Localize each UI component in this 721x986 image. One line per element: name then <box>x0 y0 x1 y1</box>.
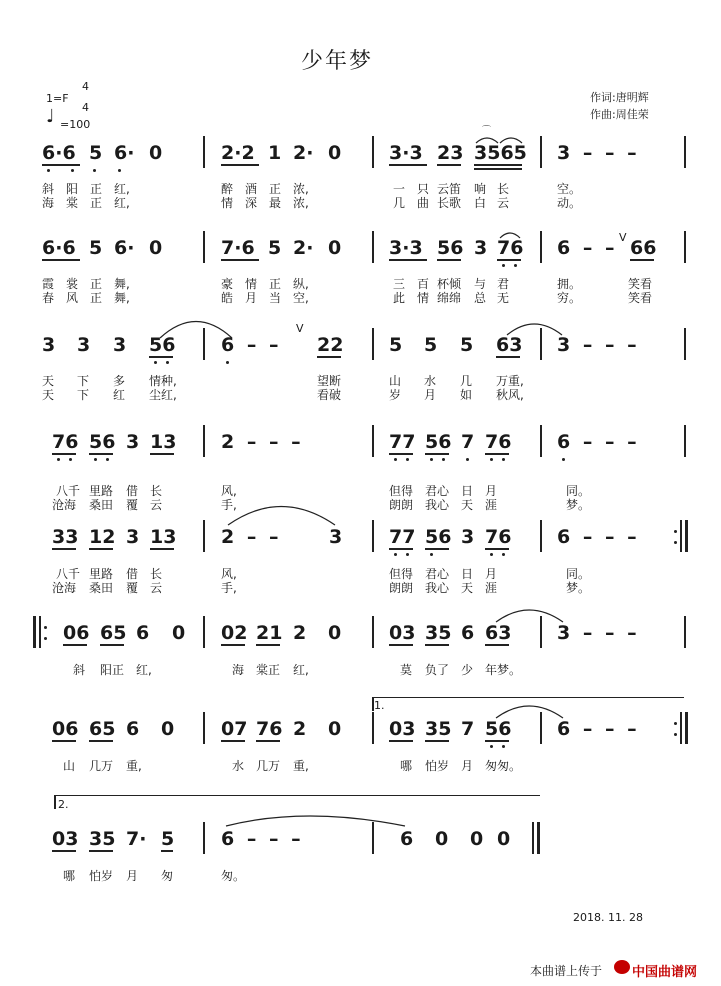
note-group: 5 <box>389 334 403 356</box>
note-group: 76 <box>485 431 512 453</box>
note-group: 7 <box>461 718 475 740</box>
lyric: 哪 <box>400 759 413 773</box>
lyric: 哪 <box>63 869 76 883</box>
lyric: 无 <box>497 291 510 305</box>
lyric: 梦。 <box>566 581 591 595</box>
note-group: 3 <box>42 334 56 356</box>
note-group: 6 – – – <box>557 431 640 453</box>
note-group: 03 <box>52 828 79 850</box>
slur <box>500 138 522 143</box>
lyric: 正 <box>269 182 282 196</box>
lyric: 红 <box>113 388 126 402</box>
lyric: 覆 <box>126 498 139 512</box>
lyric: 长 <box>497 182 510 196</box>
lyric: 朗朗 <box>389 498 414 512</box>
volta-1-label: 1. <box>374 699 385 712</box>
lyric: 拥。 <box>557 277 582 291</box>
lyric: 与 <box>474 277 487 291</box>
slur <box>507 324 562 335</box>
lyric: 云 <box>497 196 510 210</box>
note-group: 0 <box>328 622 342 644</box>
lyric: 长 <box>150 484 163 498</box>
lyric: 斜 <box>42 182 55 196</box>
lyric: 舞, <box>114 291 130 305</box>
lyric: 同。 <box>566 484 591 498</box>
lyric: 春 <box>42 291 55 305</box>
note-group: 7 <box>461 431 475 453</box>
note-group: 13 <box>150 431 177 453</box>
note-group: 66 <box>630 237 657 259</box>
lyric: 年梦。 <box>485 663 522 677</box>
note-group: 2 <box>293 622 307 644</box>
lyric: 情 <box>245 277 258 291</box>
lyric: 覆 <box>126 581 139 595</box>
note-group: 6· <box>114 237 135 259</box>
note-group: 3 <box>77 334 91 356</box>
note-group: 3 <box>329 526 343 548</box>
lyric: 里路 <box>89 484 114 498</box>
note-group: 7·6 <box>221 237 255 259</box>
lyric: 浓, <box>293 196 309 210</box>
lyric: 里路 <box>89 567 114 581</box>
note-group: 0 <box>328 142 342 164</box>
lyric: 响 <box>474 182 487 196</box>
note-group: 0 <box>149 142 163 164</box>
lyric: 月 <box>485 484 498 498</box>
lyricist-credit: 作词:唐明辉 <box>590 91 649 104</box>
note-group: 23 <box>437 142 464 164</box>
note-group: 3 <box>126 526 140 548</box>
lyric: 借 <box>126 567 139 581</box>
note-group: 5 <box>268 237 282 259</box>
lyric: 裳 <box>66 277 79 291</box>
slur <box>228 507 335 526</box>
slur <box>496 706 563 718</box>
lyric: 下 <box>77 388 90 402</box>
lyric: 正 <box>90 196 103 210</box>
note-group: 6 <box>461 622 475 644</box>
lyric: 笑看 <box>628 291 653 305</box>
lyric: 海 <box>42 196 55 210</box>
lyric: 正 <box>90 182 103 196</box>
note-group: 0 <box>497 828 511 850</box>
note-group: 6 – – – <box>557 526 640 548</box>
lyric: 怕岁 <box>89 869 114 883</box>
score-title: 少年梦 <box>301 49 374 74</box>
lyric: 正 <box>90 277 103 291</box>
note-group: 35 <box>425 718 452 740</box>
lyric: 此 <box>393 291 406 305</box>
lyric: 涯 <box>485 581 498 595</box>
lyric: 深 <box>245 196 258 210</box>
lyric: 云 <box>150 498 163 512</box>
note-group: 6 – – <box>221 334 282 356</box>
note-group: 07 <box>221 718 248 740</box>
lyric: 君心 <box>425 567 450 581</box>
lyric: 情 <box>417 291 430 305</box>
tempo-marking: =100 <box>60 118 91 131</box>
note-group: 6 <box>136 622 150 644</box>
lyric: 天 <box>42 374 55 388</box>
lyric: 匆 <box>161 869 174 883</box>
lyric: 风, <box>221 567 237 581</box>
note-group: 0 <box>149 237 163 259</box>
lyric: 风 <box>66 291 79 305</box>
lyric: 豪 <box>221 277 234 291</box>
lyric: 涯 <box>485 498 498 512</box>
lyric: 百 <box>417 277 430 291</box>
lyric: 君心 <box>425 484 450 498</box>
note-group: 65 <box>89 718 116 740</box>
note-group: 5 <box>89 142 103 164</box>
note-group: 35 <box>89 828 116 850</box>
note-group: 6 – – – <box>557 718 640 740</box>
note-group: 33 <box>52 526 79 548</box>
lyric: 莫 <box>400 663 413 677</box>
note-group: 56 <box>425 431 452 453</box>
site-logo-icon <box>614 960 630 974</box>
lyric: 重, <box>126 759 142 773</box>
note-group: 03 <box>389 622 416 644</box>
quarter-note-icon: ♩ <box>46 106 55 127</box>
lyric: 月 <box>245 291 258 305</box>
note-group: 77 <box>389 526 416 548</box>
lyric: 几 <box>393 196 406 210</box>
lyric: 云笛 <box>437 182 462 196</box>
note-group: 56 <box>485 718 512 740</box>
lyric: 手, <box>221 498 237 512</box>
lyric: 天 <box>42 388 55 402</box>
lyric: 醉 <box>221 182 234 196</box>
note-group: 56 <box>437 237 464 259</box>
lyric: 月 <box>126 869 139 883</box>
lyric: 阳 <box>66 182 79 196</box>
lyric: 正 <box>269 277 282 291</box>
lyric: 舞, <box>114 277 130 291</box>
note-group: 12 <box>89 526 116 548</box>
lyric: 桑田 <box>89 498 114 512</box>
lyric: 下 <box>77 374 90 388</box>
lyric: 看破 <box>317 388 342 402</box>
note-group: 0 <box>161 718 175 740</box>
lyric: 霞 <box>42 277 55 291</box>
note-group: 3·3 <box>389 237 423 259</box>
note-group: 6 <box>400 828 414 850</box>
note-group: 2· <box>293 142 314 164</box>
lyric: 绵绵 <box>437 291 462 305</box>
lyric: 水 <box>232 759 245 773</box>
note-group: 65 <box>100 622 127 644</box>
site-logo-text[interactable]: 中国曲谱网 <box>632 965 698 980</box>
lyric: 望断 <box>317 374 342 388</box>
note-group: 6·6 <box>42 142 76 164</box>
lyric: 红, <box>136 663 152 677</box>
note-group: 3 <box>461 526 475 548</box>
composer-credit: 作曲:周佳荣 <box>590 108 649 121</box>
lyric: 动。 <box>557 196 582 210</box>
note-group: 3 – – – <box>557 334 640 356</box>
note-group: 03 <box>389 718 416 740</box>
note-group: 3 <box>113 334 127 356</box>
note-group: 22 <box>317 334 344 356</box>
lyric: 手, <box>221 581 237 595</box>
lyric: 长歌 <box>437 196 462 210</box>
lyric: 我心 <box>425 498 450 512</box>
lyric: 朗朗 <box>389 581 414 595</box>
upload-label: 本曲谱上传于 <box>530 964 603 978</box>
note-group: 3 <box>474 237 488 259</box>
note-group: 3·3 <box>389 142 423 164</box>
note-group: 2·2 <box>221 142 255 164</box>
lyric: 借 <box>126 484 139 498</box>
lyric: 空, <box>293 291 309 305</box>
lyric: 曲 <box>417 196 430 210</box>
lyric: 只 <box>417 182 430 196</box>
note-group: 6 – – <box>557 237 618 259</box>
tie <box>226 816 405 826</box>
note-group: 3565 <box>474 142 527 164</box>
note-group: 63 <box>496 334 523 356</box>
lyric: 君 <box>497 277 510 291</box>
lyric: 红, <box>114 182 130 196</box>
lyric: 情种, <box>149 374 177 388</box>
note-group: 77 <box>389 431 416 453</box>
lyric: 棠正 <box>256 663 281 677</box>
lyric: 几万 <box>256 759 281 773</box>
lyric: 正 <box>90 291 103 305</box>
lyric: 如 <box>460 388 473 402</box>
lyric: 笑看 <box>628 277 653 291</box>
lyric: 一 <box>393 182 406 196</box>
lyric: 但得 <box>389 484 414 498</box>
note-group: 06 <box>52 718 79 740</box>
note-group: 56 <box>425 526 452 548</box>
note-group: 3 – – – <box>557 142 640 164</box>
lyric: 我心 <box>425 581 450 595</box>
lyric: 最 <box>269 196 282 210</box>
lyric: 皓 <box>221 291 234 305</box>
breath-mark: V <box>619 231 627 244</box>
lyric: 云 <box>150 581 163 595</box>
note-group: 3 <box>126 431 140 453</box>
lyric: 月 <box>461 759 474 773</box>
lyric: 浓, <box>293 182 309 196</box>
slur <box>496 610 563 622</box>
note-group: 5 <box>460 334 474 356</box>
lyric: 三 <box>393 277 406 291</box>
lyric: 酒 <box>245 182 258 196</box>
note-group: 35 <box>425 622 452 644</box>
lyric: 斜 <box>73 663 86 677</box>
note-group: 1 <box>268 142 282 164</box>
lyric: 梦。 <box>566 498 591 512</box>
lyric: 棠 <box>66 196 79 210</box>
note-group: 63 <box>485 622 512 644</box>
lyric: 重, <box>293 759 309 773</box>
note-group: 76 <box>497 237 524 259</box>
lyric: 海 <box>232 663 245 677</box>
lyric: 山 <box>63 759 76 773</box>
lyric: 空。 <box>557 182 582 196</box>
lyric: 当 <box>269 291 282 305</box>
lyric: 秋风, <box>496 388 524 402</box>
note-group: 6 <box>126 718 140 740</box>
note-group: 56 <box>149 334 176 356</box>
lyric: 总 <box>474 291 487 305</box>
note-group: 2 – – – <box>221 431 304 453</box>
lyric: 风, <box>221 484 237 498</box>
note-group: 21 <box>256 622 283 644</box>
lyric: 多 <box>113 374 126 388</box>
note-group: 0 <box>435 828 449 850</box>
lyric: 同。 <box>566 567 591 581</box>
note-group: 5 <box>89 237 103 259</box>
note-group: 5 <box>424 334 438 356</box>
note-group: 0 <box>470 828 484 850</box>
note-group: 0 <box>328 718 342 740</box>
note-group: 02 <box>221 622 248 644</box>
lyric: 万重, <box>496 374 524 388</box>
lyric: 尘红, <box>149 388 177 402</box>
note-group: 7· <box>126 828 147 850</box>
time-signature-top: 4 <box>82 80 89 93</box>
slur <box>500 233 520 238</box>
lyric: 白 <box>474 196 487 210</box>
key-signature: 1=F <box>46 92 69 105</box>
slur <box>476 138 498 143</box>
lyric: 天 <box>461 498 474 512</box>
lyric: 穷。 <box>557 291 582 305</box>
lyric: 阳正 <box>100 663 125 677</box>
lyric: 少 <box>461 663 474 677</box>
volta-2-label: 2. <box>58 798 69 811</box>
time-signature-bottom: 4 <box>82 101 89 114</box>
lyric: 几 <box>460 374 473 388</box>
lyric: 情 <box>221 196 234 210</box>
breath-mark: V <box>296 322 304 335</box>
note-group: 5 <box>161 828 175 850</box>
note-group: 6· <box>114 142 135 164</box>
lyric: 沧海 <box>52 498 77 512</box>
lyric: 匆。 <box>221 869 246 883</box>
lyric: 水 <box>424 374 437 388</box>
lyric: 长 <box>150 567 163 581</box>
lyric: 岁 <box>389 388 402 402</box>
fermata-mark: ⌒ <box>482 126 492 136</box>
lyric: 桑田 <box>89 581 114 595</box>
note-group: 76 <box>485 526 512 548</box>
note-group: 6·6 <box>42 237 76 259</box>
lyric: 八千 <box>56 567 81 581</box>
lyric: 日 <box>461 567 474 581</box>
lyric: 红, <box>114 196 130 210</box>
note-group: 2 <box>293 718 307 740</box>
date-stamp: 2018. 11. 28 <box>573 911 643 924</box>
lyric: 红, <box>293 663 309 677</box>
lyric: 但得 <box>389 567 414 581</box>
lyric: 山 <box>389 374 402 388</box>
note-group: 0 <box>328 237 342 259</box>
lyric: 沧海 <box>52 581 77 595</box>
lyric: 天 <box>461 581 474 595</box>
note-group: 2· <box>293 237 314 259</box>
lyric: 匆匆。 <box>485 759 522 773</box>
lyric: 八千 <box>56 484 81 498</box>
note-group: 6 – – – <box>221 828 304 850</box>
note-group: 76 <box>52 431 79 453</box>
lyric: 月 <box>424 388 437 402</box>
note-group: 56 <box>89 431 116 453</box>
lyric: 纵, <box>293 277 309 291</box>
note-group: 0 <box>172 622 186 644</box>
slur <box>160 322 232 339</box>
lyric: 日 <box>461 484 474 498</box>
lyric: 月 <box>485 567 498 581</box>
note-group: 2 – – <box>221 526 282 548</box>
lyric: 杯倾 <box>437 277 462 291</box>
note-group: 06 <box>63 622 90 644</box>
lyric: 负了 <box>425 663 450 677</box>
note-group: 13 <box>150 526 177 548</box>
lyric: 怕岁 <box>425 759 450 773</box>
note-group: 3 – – – <box>557 622 640 644</box>
note-group: 76 <box>256 718 283 740</box>
lyric: 几万 <box>89 759 114 773</box>
